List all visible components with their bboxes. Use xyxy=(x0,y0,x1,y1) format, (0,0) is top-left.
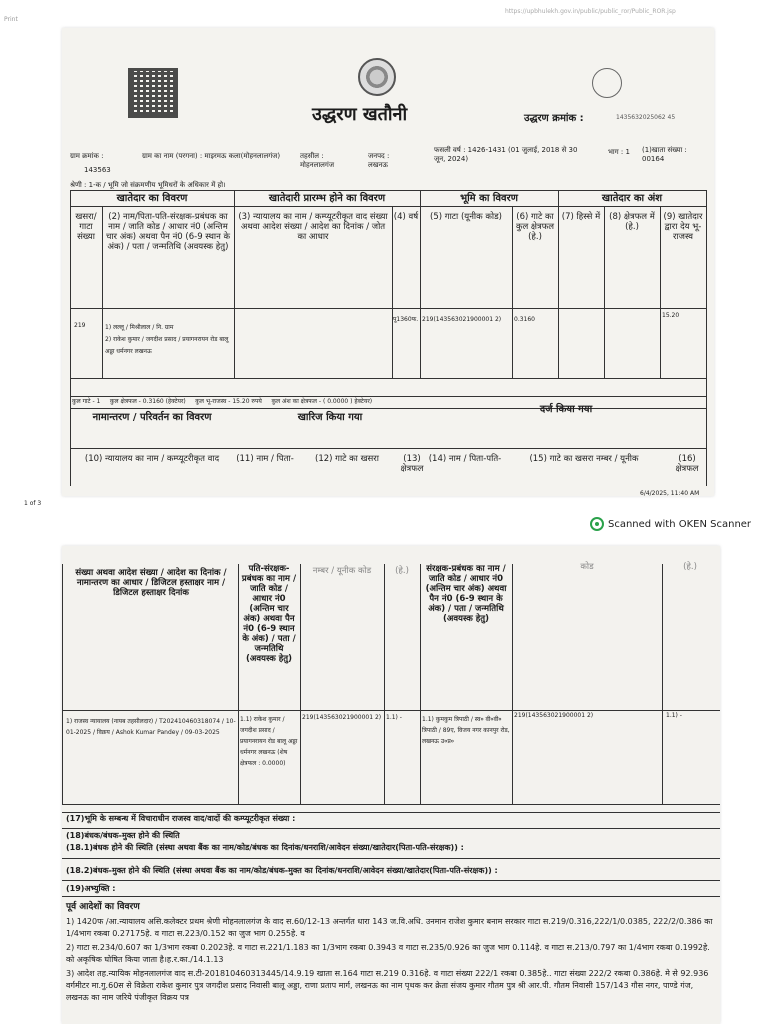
qr-code-icon xyxy=(128,68,178,118)
col-kul-kshetrafal: (6) गाटे का कुल क्षेत्रफल (हे.) xyxy=(515,212,555,242)
section-kharij: खारिज किया गया xyxy=(297,412,363,423)
col-12: (12) गाटे का खसरा xyxy=(315,454,379,464)
section-khatedar: खातेदार का विवरण xyxy=(116,193,188,204)
page-count: 1 of 3 xyxy=(24,500,42,507)
col-14: (14) नाम / पिता-पति- xyxy=(428,454,502,464)
page-url: https://upbhulekh.gov.in/public/public_ror/Public_ROR.jsp xyxy=(505,8,676,15)
totals-row: कुल गाटे - 1 कुल क्षेत्रफल - 0.3160 (हेक्टेयर) कुल भू-राजस्व - 15.20 रुपये कुल अंश का क्षेत्रफल - ( 0.0000 ) हेक्टेयर) xyxy=(72,398,373,405)
p2-head-1: संख्या अथवा आदेश संख्या / आदेश का दिनांक / नामान्तरण का आधार / डिजिटल हस्ताक्षर नाम / डिजिटल हस्ताक्षर दिनांक xyxy=(75,568,227,598)
section-18-2: (18.2)बंधक-मुक्त होने की स्थिति (संस्था अथवा बैंक का नाम/कोड/बंधक-मुक्त का दिनांक/धनराशि/आवेदन संख्या/खातेदार(पिता-पति-संरक्षक)) : xyxy=(66,866,498,875)
page-title: उद्धरण खतौनी xyxy=(312,104,408,125)
khata-sankhya: (1)खाता संख्या : 00164 xyxy=(642,146,687,163)
p2-head-7: (हे.) xyxy=(683,562,697,572)
row-khasra: 219 xyxy=(74,322,86,329)
bhag: भाग : 1 xyxy=(608,148,630,156)
col-gata: (5) गाटा (यूनीक कोड) xyxy=(430,212,502,222)
row-area: 0.3160 xyxy=(514,316,535,323)
section-19: (19)अभ्युक्ति : xyxy=(66,884,116,893)
bhulekh-logo-icon xyxy=(592,68,622,98)
section-bhoomi: भूमि का विवरण xyxy=(460,193,518,204)
row-gata: 219(143563021900001 2) xyxy=(422,316,502,323)
section-khatedari: खातेदारी प्रारम्भ होने का विवरण xyxy=(268,193,386,204)
gram-kramank: 143563 xyxy=(84,166,111,174)
khatauni-page-1 xyxy=(62,28,714,496)
p2-head-2: पति-संरक्षक-प्रबंधक का नाम / जाति कोड / आधार नं0 (अन्तिम चार अंक) अथवा पैन नं0 (6-9 स्थान के अंक) / पता / जन्मतिथि (अवयस्क हेतु) xyxy=(241,564,297,664)
section-darj: दर्ज किया गया xyxy=(539,404,593,415)
col-kshetrafal: (8) क्षेत्रफल में (हे.) xyxy=(609,212,655,232)
col-naam: (2) नाम/पिता-पति-संरक्षक-प्रबंधक का नाम / जाति कोड / आधार नं0 (अन्तिम चार अंक) अथवा पैन नं0 (6-9 स्थान के अंक) / पता / जन्मतिथि (अवयस्क हेतु) xyxy=(105,212,231,252)
print-datetime: 6/4/2025, 11:40 AM xyxy=(640,490,700,497)
col-16: (16) क्षेत्रफल xyxy=(675,454,699,474)
row-revenue: 15.20 xyxy=(662,312,680,319)
up-emblem-icon xyxy=(358,58,396,96)
oken-scanner-icon xyxy=(590,517,604,531)
p2-row-area-2: 1.1) - xyxy=(666,712,682,719)
col-nyayalay: (3) न्यायालय का नाम / कम्प्यूटरीकृत वाद संख्या अथवा आदेश संख्या / आदेश का दिनांक / जोत का आधार xyxy=(238,212,388,242)
p2-row-gata: 219(143563021900001 2) xyxy=(302,714,382,721)
scanner-watermark xyxy=(590,517,751,531)
shreni: श्रेणी : 1-क / भूमि जो संक्रमणीय भूमिधरों के अधिकार में हो। xyxy=(70,181,226,189)
col-hisse: (7) हिस्से में xyxy=(561,212,601,222)
row-varsh: पू1360फ. xyxy=(393,316,419,323)
p2-head-6: कोड xyxy=(580,562,594,572)
p2-row-nyayalay: 1) राजस्व न्यायालय (नायब तहसीलदार) / T202410460318074 / 10-01-2025 / विक्रय / Ashok Kumar Pandey / 09-03-2025 xyxy=(66,718,236,736)
fasli-varsh: फसली वर्ष : 1426-1431 (01 जुलाई, 2018 से 30 जून, 2024) xyxy=(434,146,578,163)
section-17: (17)भूमि के सम्बन्ध में विचाराधीन राजस्व वाद/वादों की कम्प्यूटरीकृत संख्या : xyxy=(66,814,296,823)
col-varsh: (4) वर्ष xyxy=(393,212,419,222)
khatauni-page-2 xyxy=(62,546,720,1024)
p2-row-kreta: 1.1) कुमकुम त्रिपाठी / स्व० वी०वी० त्रिपाठी / 89ए, विजय नगर कानपुर रोड, लखनऊ उ०प्र० xyxy=(422,716,510,745)
purva-aadesh-1: 1) 1420फ /आ.न्यायालय असि.कलेक्टर प्रथम श्रेणी मोहनलालगंज के वाद स.60/12-13 अन्तर्गत धारा 143 ज.वि.अधि. उनमान राजेश कुमार बनाम सरकार गाटा स.219/0.316,222/1/0.0385, 222/2/0.386 का 1/4भाग रकबा 0.27175हे. व गाटा स.223/0.152 का जुज भाग 0.255हे. व xyxy=(66,917,713,938)
col-15: (15) गाटे का खसरा नम्बर / यूनीक xyxy=(529,454,639,464)
purva-aadesh-2: 2) गाटा स.234/0.607 का 1/3भाग रकबा 0.2023हे. व गाटा स.221/1.183 का 1/3भाग रकबा 0.3943 व गाटा स.235/0.926 का जुज भाग 0.114हे. व गाटा स.213/0.797 का 1/4भाग रकबा 0.1992हे. को अकृषिक घोषित किया जाता है।ह.र.का./14.1.13 xyxy=(66,943,710,964)
purva-aadesh-heading: पूर्व आदेशों का विवरण xyxy=(66,902,140,912)
col-khasra: खसरा/ गाटा संख्या xyxy=(75,212,97,242)
section-18: (18)बंधक/बंधक-मुक्त होने की स्थिति xyxy=(66,831,180,840)
udharan-label: उद्धरण क्रमांक : xyxy=(524,113,584,124)
p2-head-5: संरक्षक-प्रबंधक का नाम / जाति कोड / आधार नं0 (अन्तिम चार अंक) अथवा पैन नं0 (6-9 स्थान के अंक) / पता / जन्मतिथि (अवयस्क हेतु) xyxy=(425,564,507,624)
p2-row-vikreta: 1.1) राकेश कुमार / जगदीश प्रसाद / प्रयागनरायन रोड बालू अड्डा धर्मनगर लखनऊ (शेष क्षेत्रफल : 0.0000) xyxy=(240,716,298,767)
gram-name: ग्राम का नाम (परगना) : माइरमऊ कला(मोहनलालगंज) xyxy=(142,152,281,160)
section-18-1: (18.1)बंधक होने की स्थिति (संस्था अथवा बैंक का नाम/कोड/बंधक का दिनांक/धनराशि/आवेदन संख्या/खातेदार(पिता-पति-संरक्षक)) : xyxy=(66,843,464,852)
p2-head-4: (हे.) xyxy=(395,566,409,576)
gram-kramank-label: ग्राम क्रमांक : xyxy=(70,152,104,160)
p2-head-3: नम्बर / यूनीक कोड xyxy=(312,566,372,576)
section-ansh: खातेदार का अंश xyxy=(601,193,663,204)
tehsil: तहसील : मोहनलालगंज xyxy=(300,152,335,169)
col-10: (10) न्यायालय का नाम / कम्प्यूटरीकृत वाद xyxy=(84,454,220,464)
row-names: 1) लल्लू / मिश्रीलाल / नि. ग्राम 2) राकेश कुमार / जगदीश प्रसाद / प्रयागनरायन रोड बालू अड्डा धर्मनगर लखनऊ xyxy=(105,324,229,355)
purva-aadesh-3: 3) आदेश तह.न्यायिक मोहनलालगंज वाद स.टी-201810460313445/14.9.19 खाता स.164 गाटा स.219 0.316हे. व गाटा संख्या 222/1 रकबा 0.385हे.. गाटा संख्या 222/2 रकबा 0.386हे. मे से 92.936 वर्गमीटर मा.गु.60स से विक्रेता राकेश कुमार पुत्र जगदीश प्रसाद निवासी बालू अड्डा, राणा प्रताप मार्ग, लखनऊ का नाम पृथक कर क्रेता संजय कुमार गौतम पुत्र श्री आर.पी. गौतम निवासी 157/143 गौस नगर, पाण्डे गंज, लखनऊ का नाम जरिये पंजीकृत विक्रय पत्र xyxy=(66,969,709,1002)
col-rajasv: (9) खातेदार द्वारा देय भू-राजस्व xyxy=(663,212,703,242)
p2-row-gata-2: 219(143563021900001 2) xyxy=(514,712,594,719)
section-naman: नामान्तरण / परिवर्तन का विवरण xyxy=(92,412,212,423)
p2-row-area: 1.1) - xyxy=(386,714,402,721)
udharan-number: 1435632025062 45 xyxy=(616,114,676,121)
col-13: (13) क्षेत्रफल xyxy=(400,454,424,474)
print-label: Print xyxy=(4,16,18,23)
scanner-text: Scanned with OKEN Scanner xyxy=(608,518,752,530)
janpad: जनपद : लखनऊ xyxy=(368,152,390,169)
col-11: (11) नाम / पिता- xyxy=(236,454,294,464)
